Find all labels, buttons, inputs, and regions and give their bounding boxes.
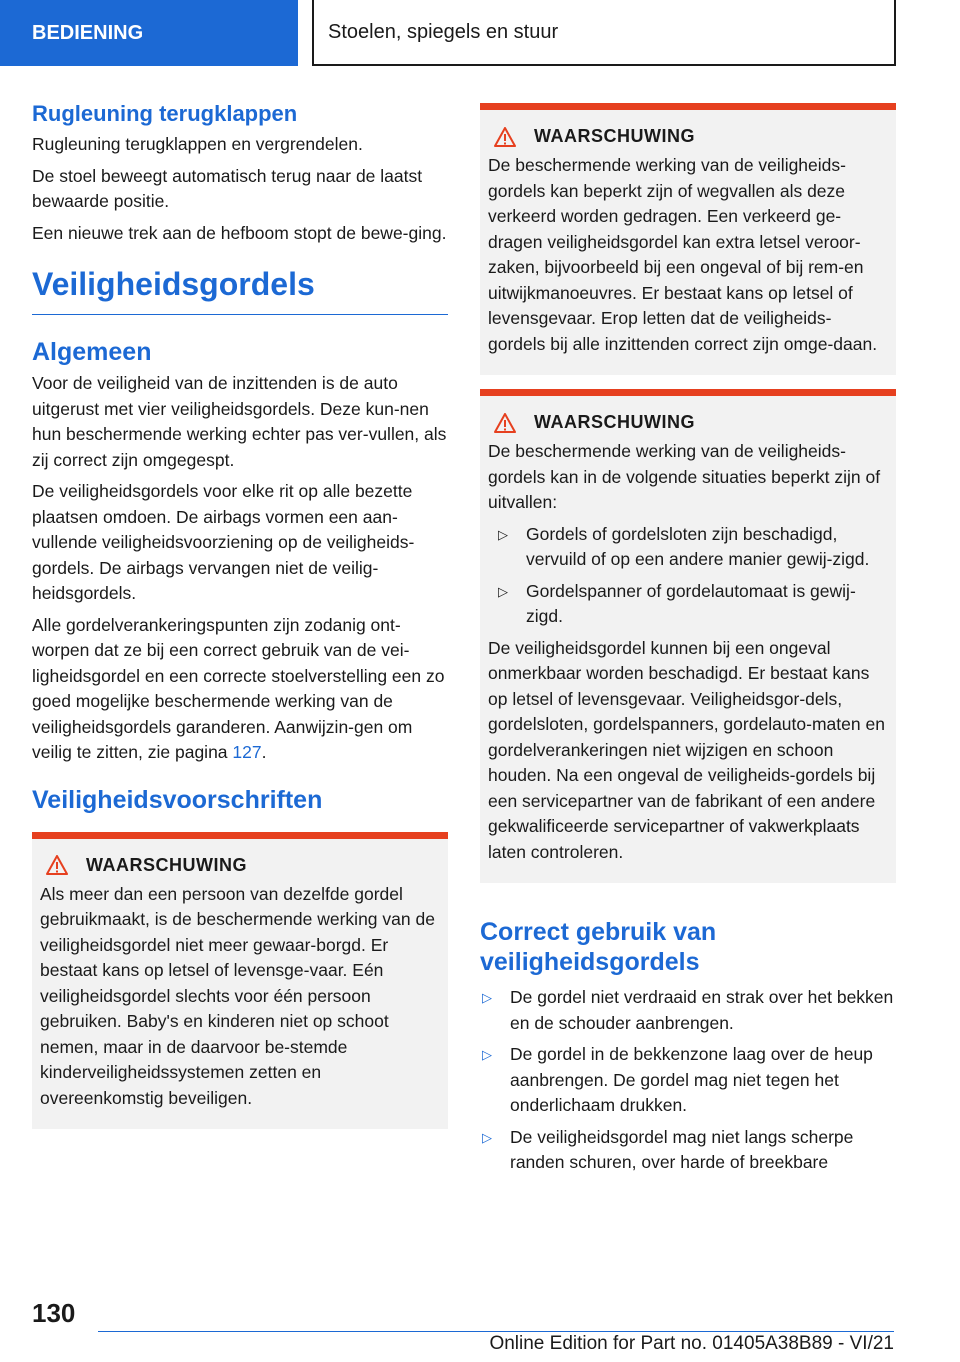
heading-correct-gebruik: Correct gebruik van veiligheidsgordels xyxy=(480,918,717,976)
warning-header xyxy=(488,412,888,433)
heading-algemeen: Algemeen xyxy=(32,338,152,366)
list-item-text: Gordels of gordelsloten zijn beschadigd, vervuild of op een andere manier gewij-zigd. xyxy=(526,523,870,569)
warning-text: Als meer dan een persoon van dezelfde gordel gebruikmaakt, is de beschermende werking van de veiligheidsgordel niet meer gewaar-borgd. Er bestaat kans op letsel of levensge-vaar. Eén veiligheidsgordel slechts voor één persoon gebruiken. Baby's en kinderen niet op schoot nemen, maar in de daarvoor be-stemde kinderveiligheidssystemen zetten en overeenkomstig beveiligen. xyxy=(40,883,435,1108)
page-header xyxy=(0,0,960,66)
chapter-title: Stoelen, spiegels en stuur xyxy=(312,0,896,66)
paragraph-text: . xyxy=(261,742,267,762)
footer-divider xyxy=(98,1331,894,1332)
heading-rugleuning: Rugleuning terugklappen xyxy=(32,101,298,126)
paragraph-text: Alle gordelverankeringspunten zijn zodanig ont-worpen dat ze bij een correct gebruik van de vei-ligheidsgordel en een correcte stoelverstelling een zo goed mogelijke beschermende werking van de veiligheidsgordels garanderen. Aanwijzin-gen om veilig te zitten, zie pagina xyxy=(32,614,445,762)
warning-box xyxy=(480,103,896,375)
list-item xyxy=(488,522,888,573)
paragraph: De stoel beweegt automatisch terug naar de laatst bewaarde positie. xyxy=(32,165,423,211)
warning-box xyxy=(480,389,896,883)
warning-triangle-icon xyxy=(494,127,516,147)
warning-text: De veiligheidsgordel kunnen bij een ongeval onmerkbaar worden beschadigd. Er bestaat kans op letsel of levensgevaar. Veiligheidsgor-dels, gordelsloten, gordelspanners, gordelauto-maten en gordelverankeringen niet wijzigen en schoon houden. Na een ongeval de veiligheids-gordels bij een servicepartner van de fabrikant of een andere gekwalificeerde servicepartner of vakwerkplaats laten controleren. xyxy=(488,637,885,862)
triangle-right-icon: ▷ xyxy=(482,990,492,1005)
paragraph: De veiligheidsgordels voor elke rit op alle bezette plaatsen omdoen. De airbags vormen een aan-vullende veiligheidsvoorziening op de veiligheids-gordels. De airbags vervangen niet de veilig-heidsgordels. xyxy=(32,481,415,603)
section-tab: BEDIENING xyxy=(0,0,298,66)
list-item xyxy=(480,1125,896,1176)
left-column xyxy=(32,100,448,1129)
warning-triangle-icon xyxy=(46,855,68,875)
heading-veiligheidsgordels: Veiligheidsgordels xyxy=(32,264,448,315)
triangle-right-icon: ▷ xyxy=(498,526,508,542)
page-link[interactable]: 127 xyxy=(232,742,262,762)
warning-triangle-icon xyxy=(494,413,516,433)
triangle-right-icon: ▷ xyxy=(498,583,508,599)
heading-veiligheidsvoorschriften: Veiligheidsvoorschriften xyxy=(32,785,323,814)
right-column xyxy=(480,103,896,1182)
list-item-text: De veiligheidsgordel mag niet langs scherpe randen schuren, over harde of breekbare xyxy=(510,1126,854,1172)
paragraph: Een nieuwe trek aan de hefboom stopt de bewe-ging. xyxy=(32,222,447,243)
page-number: 130 xyxy=(32,1298,76,1328)
warning-text: De beschermende werking van de veiligheids-gordels kan beperkt zijn of wegvallen als deze verkeerd worden gedragen. Een verkeerd ge-dragen veiligheidsgordel kan extra letsel veroor-zaken, bijvoorbeeld bij een ongeval of bij rem-en uitwijkmanoeuvres. Er bestaat kans op letsel of levensgevaar. Erop letten dat de veiligheids-gordels bij alle inzittenden correct zijn omge-daan. xyxy=(488,155,878,354)
list-item xyxy=(480,1042,896,1119)
paragraph: Voor de veiligheid van de inzittenden is de auto uitgerust met vier veiligheidsgordels. Deze kun-nen hun beschermende werking echter pas ver-vullen, als zij correct zijn omgegespt. xyxy=(32,373,447,470)
paragraph: Rugleuning terugklappen en vergrendelen. xyxy=(32,134,363,154)
list-item-text: Gordelspanner of gordelautomaat is gewij-zigd. xyxy=(526,580,856,626)
warning-title: WAARSCHUWING xyxy=(86,854,247,875)
list-item xyxy=(480,985,896,1036)
list-item-text: De gordel niet verdraaid en strak over het bekken en de schouder aanbrengen. xyxy=(510,987,894,1033)
warning-title: WAARSCHUWING xyxy=(534,126,695,146)
triangle-right-icon: ▷ xyxy=(482,1129,492,1145)
triangle-right-icon: ▷ xyxy=(482,1047,492,1062)
edition-label: Online Edition for Part no. 01405A38B89 - VI/21 xyxy=(489,1333,894,1354)
paragraph xyxy=(32,613,448,766)
warning-header xyxy=(488,126,888,147)
list-item xyxy=(488,579,888,630)
warning-header xyxy=(40,855,440,876)
warning-box xyxy=(32,832,448,1130)
warning-title: WAARSCHUWING xyxy=(534,412,695,432)
list-item-text: De gordel in de bekkenzone laag over de heup aanbrengen. De gordel mag niet tegen het onderlichaam drukken. xyxy=(510,1044,873,1115)
warning-text: De beschermende werking van de veiligheids-gordels kan in de volgende situaties beperkt zijn of uitvallen: xyxy=(488,441,881,512)
